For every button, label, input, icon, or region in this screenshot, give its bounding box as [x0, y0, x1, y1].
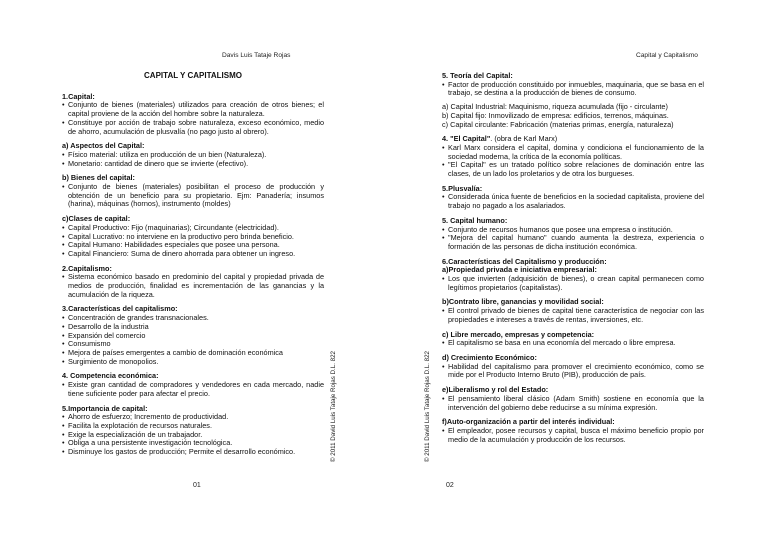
bullet-list: [62, 224, 324, 259]
content-section: [442, 298, 704, 324]
list-item: • Facilita la explotación de recursos naturales.: [62, 422, 324, 431]
left-page-number: 01: [193, 482, 201, 489]
right-page-number: 02: [446, 482, 454, 489]
section-heading: 4. Competencia económica:: [62, 371, 159, 381]
section-heading: 5.Plusvalía:: [442, 183, 483, 193]
section-heading: e)Liberalismo y rol del Estado:: [442, 385, 549, 395]
list-item: • Obliga a una persistente investigación tecnológica.: [62, 439, 324, 448]
section-heading: f)Auto-organización a partir del interés individual:: [442, 417, 615, 427]
left-sections: [62, 93, 324, 457]
content-section: [62, 405, 324, 457]
bullet-list: [62, 151, 324, 168]
list-item: • Habilidad del capitalismo para promover el crecimiento económico, como se mide por el Producto Interno Bruto (PIB), producción de país.: [442, 363, 704, 380]
list-item: • Conjunto de bienes (materiales) posibilitan el proceso de producción y obtención de un beneficio para su propietario. Ejm: Panadería; insumos (harina), máquinas (hornos), instrumento (moldes): [62, 183, 324, 209]
bullet-list: [62, 273, 324, 299]
list-item: • Desarrollo de la industria: [62, 323, 324, 332]
list-item: • Karl Marx considera el capital, domina y condiciona el funcionamiento de la sociedad moderna, la crítica de la economía políticas.: [442, 144, 704, 161]
section-heading: 4. "El Capital": [442, 134, 491, 144]
content-section: [442, 418, 704, 444]
bullet-list: [442, 339, 704, 348]
content-section: [442, 386, 704, 412]
left-running-head: Davis Luis Tataje Rojas: [222, 52, 291, 59]
right-sections: [442, 185, 704, 445]
content-section: [62, 93, 324, 137]
list-item: • Conjunto de recursos humanos que posee una empresa o institución.: [442, 226, 704, 235]
list-item: • Constituye por acción de trabajo sobre naturaleza, exceso económico, medio de ahorro, acumulación de plusvalía (no pago justo al obrero).: [62, 119, 324, 136]
theory-of-capital-section: [442, 72, 704, 129]
bullet-list: [442, 275, 704, 292]
list-item: • Capital Financiero: Suma de dinero ahorrada para obtener un ingreso.: [62, 250, 324, 259]
right-vertical-note: © 2011 David Luis Tataje Rojas D.L. 822: [424, 351, 431, 462]
right-page-content: [442, 72, 704, 450]
bullet-list: [442, 307, 704, 324]
list-item: • Capital Humano: Habilidades especiales que posee una persona.: [62, 241, 324, 250]
right-page: [384, 0, 768, 543]
list-item: • El pensamiento liberal clásico (Adam Smith) sostiene en economía que la intervención del gobierno debe reducirse a su mínima expresión.: [442, 395, 704, 412]
content-section: [62, 142, 324, 168]
list-item: • Conjunto de bienes (materiales) utilizados para creación de otros bienes; el capital proviene de la acción del hombre sobre la naturaleza.: [62, 101, 324, 118]
section-heading: 1.Capital:: [62, 91, 95, 101]
list-item: • Los que invierten (adquisición de bienes), o crean capital permanecen como legítimos propietarios (capitalistas).: [442, 275, 704, 292]
list-item: • Capital Lucrativo: no interviene en la productivo pero brinda beneficio.: [62, 233, 324, 242]
content-section: [62, 265, 324, 300]
list-item: • Disminuye los gastos de producción; Permite el desarrollo económico.: [62, 448, 324, 457]
content-section: [62, 174, 324, 209]
bullet-list: [442, 81, 704, 98]
section-heading: 2.Capitalismo:: [62, 263, 112, 273]
el-capital-section: [442, 135, 704, 179]
list-item: • Expansión del comercio: [62, 332, 324, 341]
list-item: • Considerada única fuente de beneficios en la sociedad capitalista, proviene del trabajo no pagado a los asalariados.: [442, 193, 704, 210]
section-heading: b) Bienes del capital:: [62, 173, 135, 183]
content-section: [62, 305, 324, 366]
section-heading: 3.Características del capitalismo:: [62, 304, 178, 314]
left-page-content: [62, 72, 324, 463]
bullet-list: [62, 183, 324, 209]
heading-note: . (obra de Karl Marx): [490, 134, 558, 144]
bullet-list: [62, 413, 324, 457]
content-section: [442, 217, 704, 252]
content-section: [62, 215, 324, 259]
section-heading: c)Clases de capital:: [62, 214, 131, 224]
text-line: c) Capital circulante: Fabricación (materias primas, energía, naturaleza): [442, 119, 674, 129]
section-heading: b)Contrato libre, ganancias y movilidad social:: [442, 297, 604, 307]
text-line: a) Capital Industrial: Maquinismo, riqueza acumulada (fijo - circulante): [442, 102, 668, 112]
section-heading: c) Libre mercado, empresas y competencia:: [442, 329, 595, 339]
content-section: [442, 185, 704, 211]
content-section: [442, 331, 704, 348]
section-heading: 6.Características del Capitalismo y producción:: [442, 256, 607, 266]
list-item: • Sistema económico basado en predominio del capital y propiedad privada de medios de producción, finalidad es incrementación de las ganancias y la acumulación de la riqueza.: [62, 273, 324, 299]
section-heading: a)Propiedad privada e iniciativa empresarial:: [442, 265, 597, 275]
section-heading: 5.Importancia de capital:: [62, 403, 148, 413]
list-item: • Exige la especialización de un trabajador.: [62, 431, 324, 440]
bullet-list: [62, 101, 324, 136]
list-item: • Factor de producción constituido por inmuebles, maquinaria, que se basa en el trabajo, se destina a la producción de bienes de consumo.: [442, 81, 704, 98]
list-item: • El control privado de bienes de capital tiene característica de negociar con las propiedades e intereses a través de rentas, inversiones, etc.: [442, 307, 704, 324]
document-title: CAPITAL Y CAPITALISMO: [144, 71, 242, 80]
list-item: • El empleador, posee recursos y capital, busca el máximo beneficio propio por medio de la acumulación y producción de los recursos.: [442, 427, 704, 444]
section-heading: d) Crecimiento Económico:: [442, 352, 537, 362]
list-item: • Consumismo: [62, 340, 324, 349]
list-item: • Mejora de países emergentes a cambio de dominación económica: [62, 349, 324, 358]
list-item: • Físico material: utiliza en producción de un bien (Naturaleza).: [62, 151, 324, 160]
list-item: • Concentración de grandes transnacionales.: [62, 314, 324, 323]
section-heading: 5. Teoría del Capital:: [442, 71, 513, 80]
list-item: • "El Capital" es un tratado político sobre relaciones de dominación entre las clases, de un lado los proletarios y de otra los burgueses.: [442, 161, 704, 178]
content-section: [62, 372, 324, 398]
list-item: • El capitalismo se basa en una economía del mercado o libre empresa.: [442, 339, 704, 348]
bullet-list: [442, 363, 704, 380]
bullet-list: [442, 193, 704, 210]
bullet-list: [442, 144, 704, 179]
content-section: [442, 354, 704, 380]
bullet-list: [442, 427, 704, 444]
list-item: • Ahorro de esfuerzo; Incremento de productividad.: [62, 413, 324, 422]
bullet-list: [62, 314, 324, 366]
list-item: • Monetario: cantidad de dinero que se invierte (efectivo).: [62, 160, 324, 169]
bullet-list: [442, 395, 704, 412]
list-item: • Surgimiento de monopolios.: [62, 358, 324, 367]
left-vertical-note: © 2011 David Luis Tataje Rojas D.L. 822: [330, 351, 337, 462]
section-heading: 5. Capital humano:: [442, 215, 508, 225]
list-item: • "Mejora del capital humano" cuando aumenta la destreza, experiencia o formación de las personas de dicha institución económica.: [442, 234, 704, 251]
list-item: • Capital Productivo: Fijo (maquinarias); Circundante (electricidad).: [62, 224, 324, 233]
section-heading: a) Aspectos del Capital:: [62, 141, 145, 151]
content-section: [442, 266, 704, 292]
bullet-list: [442, 226, 704, 252]
bullet-list: [62, 381, 324, 398]
right-running-head: Capital y Capitalismo: [636, 52, 698, 59]
text-line: b) Capital fijo: Inmovilizado de empresa: edificios, terrenos, máquinas.: [442, 110, 669, 120]
list-item: • Existe gran cantidad de compradores y vendedores en cada mercado, nadie tiene suficiente poder para afectar el precio.: [62, 381, 324, 398]
